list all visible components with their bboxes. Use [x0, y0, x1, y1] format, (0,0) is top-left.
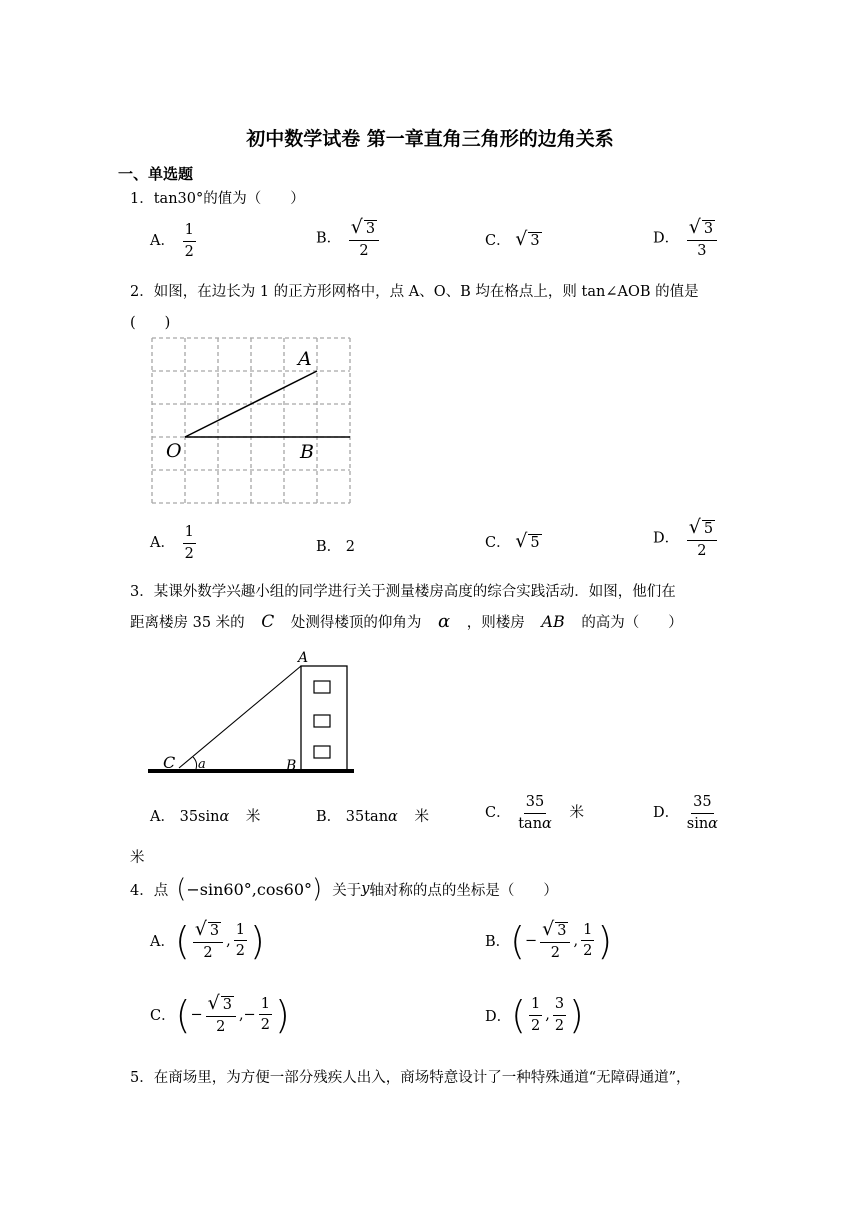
sight-line — [179, 666, 301, 768]
grid-figure — [148, 335, 354, 507]
q4-option-d[interactable]: D． ( $\frac{1}{2}$ , $\frac{3}{2}$ ) — [485, 993, 584, 1038]
q3-option-c[interactable]: C． $\frac{35}{\tan\alpha}$ 米 — [485, 794, 584, 832]
option-label: C． — [485, 805, 511, 822]
q2-option-c[interactable] — [485, 531, 542, 552]
option-label: B． — [316, 809, 342, 825]
point-a-label: A — [298, 650, 309, 666]
option-label: B． — [316, 230, 342, 247]
q4-option-b[interactable]: B． ( − $\frac{√ 3}{2}$ , $\frac{1}{2}$ ) — [485, 918, 613, 963]
option-label: A． — [150, 809, 175, 825]
fraction: $\frac{35}{\sin\alpha}$ — [686, 794, 718, 832]
building — [301, 666, 347, 771]
q4-option-a[interactable]: A． ( $\frac{√ 3}{2}$ , $\frac{1}{2}$ ) — [150, 918, 265, 963]
option-label: D． — [653, 230, 680, 247]
option-label: B． — [316, 539, 342, 555]
fraction: $\frac{1}{2}$ — [184, 524, 194, 562]
radical-sign: √ — [515, 228, 528, 250]
option-label: D． — [653, 530, 680, 547]
question-2-stem-cont: ( ) — [130, 315, 171, 331]
option-value: 2 — [345, 539, 355, 555]
fraction: $\frac{1}{2}$ — [184, 222, 194, 260]
building-figure — [146, 648, 358, 776]
fraction: $\frac{√ 3}{3}$ — [687, 218, 717, 259]
q1-option-c[interactable] — [485, 229, 542, 250]
question-3-stem-line2: 距离楼房 35 米的 C 处测得楼顶的仰角为 α ，则楼房 AB 的高为（ ） — [130, 611, 683, 632]
q3-option-d[interactable] — [653, 794, 721, 832]
q1-option-a[interactable] — [150, 222, 199, 260]
option-label: C． — [485, 233, 511, 249]
question-4-stem: 4．点 ( −sin60°,cos60° ) 关于 y 轴对称的点的坐标是（ ） — [130, 874, 558, 904]
page-title: 初中数学试卷 第一章直角三角形的边角关系 — [246, 128, 614, 150]
option-label: A． — [150, 934, 175, 951]
question-3-stem: 3．某课外数学兴趣小组的同学进行关于测量楼房高度的综合实践活动．如图，他们在 — [130, 584, 676, 600]
fraction: $\frac{35}{\tan\alpha}$ — [518, 794, 552, 832]
point-o-label: O — [166, 440, 182, 462]
q3-option-d-wrap: 米 — [130, 850, 145, 866]
q3-option-a[interactable]: A． 35sinα 米 — [150, 809, 261, 825]
option-label: A． — [150, 535, 175, 552]
option-label: D． — [485, 1008, 512, 1025]
point-b-label: B — [300, 441, 314, 463]
option-label: A． — [150, 233, 175, 250]
q4-option-c[interactable]: C． ( − $\frac{√ 3}{2}$ , − $\frac{1}{2}$ ) — [150, 992, 290, 1037]
angle-label: a — [198, 757, 206, 772]
question-5-stem: 5．在商场里，为方便一部分残疾人出入，商场特意设计了一种特殊通道“无障碍通道”， — [130, 1070, 691, 1086]
question-1-stem: 1．tan30°的值为（ ） — [130, 191, 305, 207]
radicand: 3 — [530, 233, 540, 249]
point-a-label: A — [298, 348, 312, 370]
option-label: C． — [150, 1008, 176, 1025]
q2-option-a[interactable] — [150, 524, 199, 562]
fraction: $\frac{√ 3}{2}$ — [349, 218, 379, 259]
question-2-stem: 2．如图，在边长为 1 的正方形网格中，点 A、O、B 均在格点上，则 tan∠AOB 的值是 — [130, 284, 699, 300]
fraction: $\frac{√ 5}{2}$ — [687, 518, 717, 559]
section-heading: 一、单选题 — [118, 165, 194, 183]
q1-option-b[interactable] — [316, 218, 382, 259]
point-b-label: B — [286, 758, 297, 774]
point-c-label: C — [163, 753, 176, 772]
option-label: C． — [485, 535, 511, 551]
radicand: 5 — [530, 535, 540, 551]
angle-arc — [193, 757, 197, 769]
q1-option-d[interactable] — [653, 218, 720, 259]
option-label: D． — [653, 805, 680, 822]
radical-sign: √ — [515, 530, 528, 552]
q3-option-b[interactable]: B． 35tanα 米 — [316, 809, 429, 825]
q2-option-d[interactable] — [653, 518, 720, 559]
q2-option-b[interactable] — [316, 535, 355, 556]
option-label: B． — [485, 934, 511, 951]
